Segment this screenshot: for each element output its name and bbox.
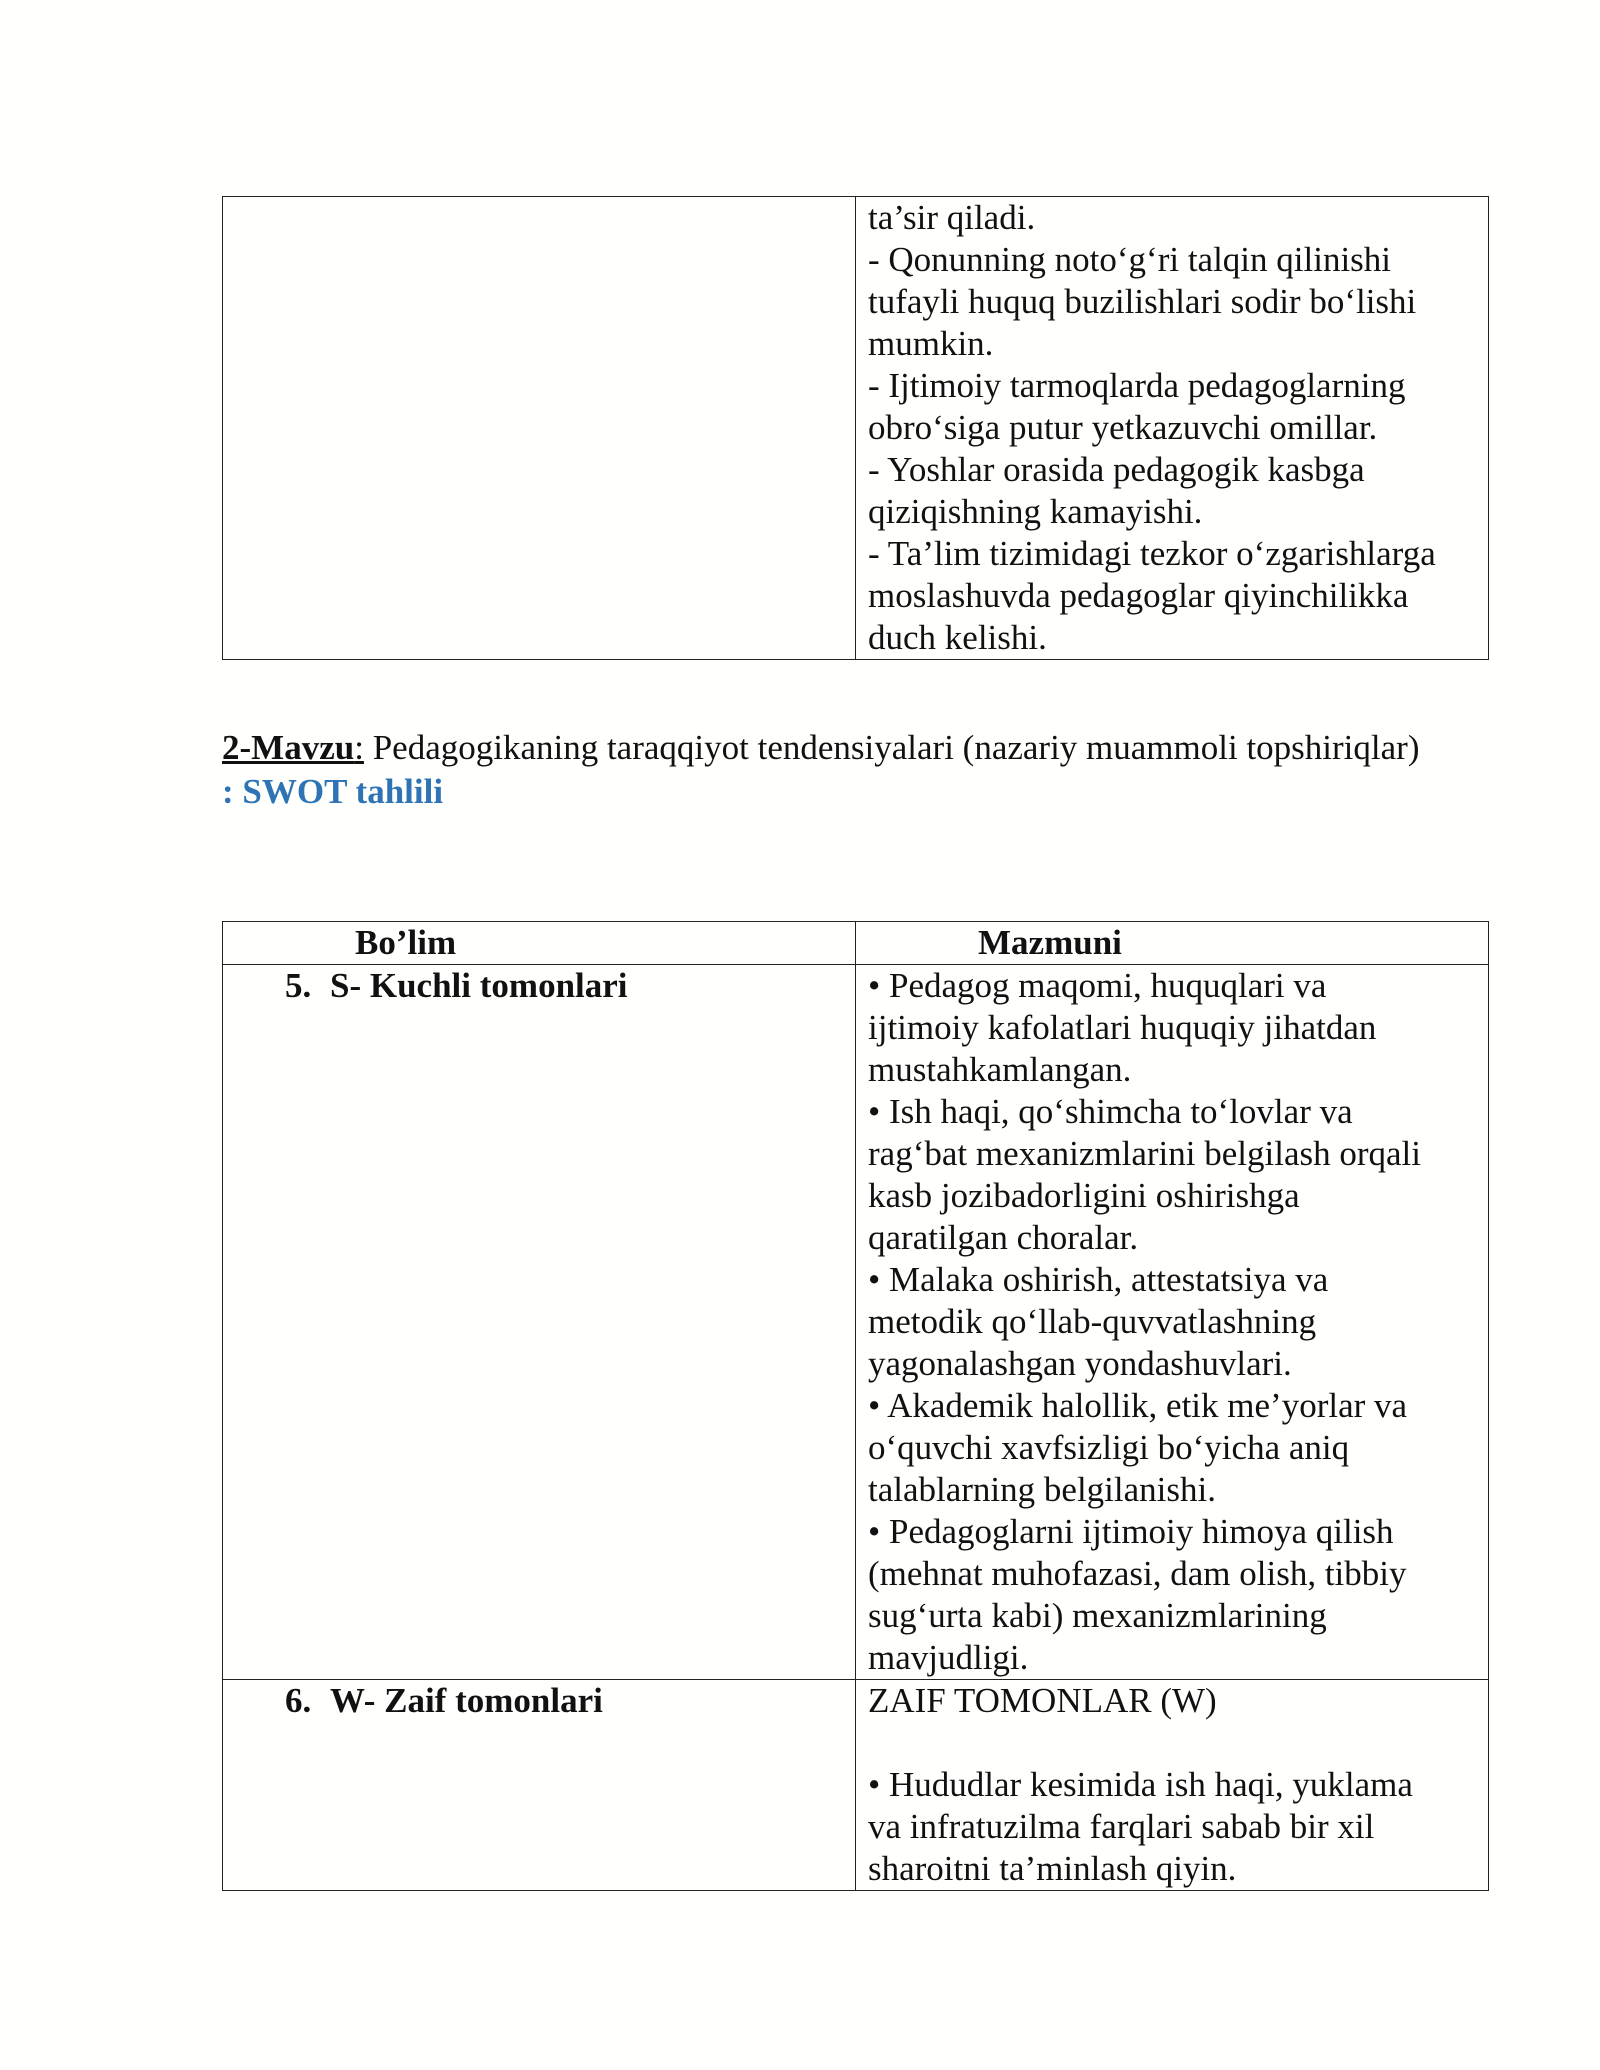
cell-line: • Hududlar kesimida ish haqi, yuklama [868,1765,1413,1804]
cell-line: • Ish haqi, qo‘shimcha to‘lovlar va [868,1092,1353,1131]
cell-line: metodik qo‘llab-quvvatlashning [868,1302,1317,1341]
section-weaknesses [223,1680,856,1891]
cell-line: duch kelishi. [868,618,1047,657]
table-header-row [223,922,1489,965]
cell-line: - Ijtimoiy tarmoqlarda pedagoglarning [868,366,1406,405]
section-number: 5. [285,966,312,1005]
topic-heading [222,726,1488,770]
continued-table [222,196,1489,660]
cell-line: rag‘bat mexanizmlarini belgilash orqali [868,1134,1421,1173]
cell-line: - Yoshlar orasida pedagogik kasbga [868,450,1365,489]
cell-line: qiziqishning kamayishi. [868,492,1203,531]
column-header-content: Mazmuni [856,922,1489,965]
section-title: W- Zaif tomonlari [330,1681,603,1720]
document-page [222,196,1488,1891]
cell-line: talablarning belgilanishi. [868,1470,1216,1509]
swot-subtitle: : SWOT tahlili [222,772,444,811]
section-title: S- Kuchli tomonlari [330,966,628,1005]
swot-table [222,921,1489,1891]
cell-line: obro‘siga putur yetkazuvchi omillar. [868,408,1378,447]
column-header-section: Bo’lim [223,922,856,965]
weaknesses-content [856,1680,1489,1891]
section-number: 6. [285,1681,312,1720]
cell-line: moslashuvda pedagoglar qiyinchilikka [868,576,1409,615]
cell-line: mavjudligi. [868,1638,1029,1677]
threats-cell [856,197,1489,660]
cell-line: ta’sir qiladi. [868,198,1036,237]
table-row [223,965,1489,1680]
cell-line: ZAIF TOMONLAR (W) [868,1681,1217,1720]
topic-title: Pedagogikaning taraqqiyot tendensiyalari (nazariy muammoli topshiriqlar) [363,728,1420,767]
cell-line: • Akademik halollik, etik me’yorlar va [868,1386,1408,1425]
blank-line [868,1722,1476,1764]
topic-label: 2-Mavzu [222,728,355,767]
table-row [223,197,1489,660]
cell-line: - Qonunning noto‘g‘ri talqin qilinishi [868,240,1392,279]
cell-line: (mehnat muhofazasi, dam olish, tibbiy [868,1554,1407,1593]
topic-colon: : [354,728,364,767]
cell-line: qaratilgan choralar. [868,1218,1139,1257]
cell-line: o‘quvchi xavfsizligi bo‘yicha aniq [868,1428,1350,1467]
table-row [223,1680,1489,1891]
cell-line: ijtimoiy kafolatlari huquqiy jihatdan [868,1008,1377,1047]
cell-line: mumkin. [868,324,994,363]
cell-line: - Ta’lim tizimidagi tezkor o‘zgarishlarga [868,534,1436,573]
cell-line: kasb jozibadorligini oshirishga [868,1176,1300,1215]
empty-cell [223,197,856,660]
cell-line: tufayli huquq buzilishlari sodir bo‘lishi [868,282,1417,321]
cell-line: sharoitni ta’minlash qiyin. [868,1849,1237,1888]
cell-line: • Pedagoglarni ijtimoiy himoya qilish [868,1512,1394,1551]
section-strengths [223,965,856,1680]
cell-line: mustahkamlangan. [868,1050,1132,1089]
cell-line: • Pedagog maqomi, huquqlari va [868,966,1327,1005]
strengths-content [856,965,1489,1680]
cell-line: sug‘urta kabi) mexanizmlarining [868,1596,1327,1635]
cell-line: va infratuzilma farqlari sabab bir xil [868,1807,1375,1846]
cell-line: yagonalashgan yondashuvlari. [868,1344,1292,1383]
cell-line: • Malaka oshirish, attestatsiya va [868,1260,1329,1299]
